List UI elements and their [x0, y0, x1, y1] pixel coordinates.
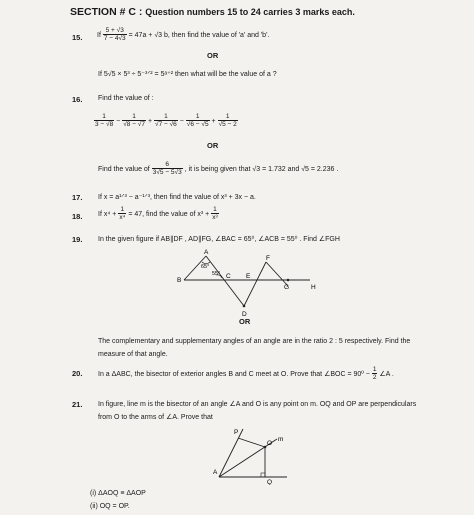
q16-alt-fraction: [152, 161, 183, 177]
q18-lead: If x⁴ +: [98, 210, 117, 218]
q15-if: If: [97, 31, 101, 39]
q16-term: [186, 113, 210, 129]
question-number: 15.: [72, 33, 83, 42]
q18-num2: 1: [213, 206, 217, 213]
q15-fraction: [103, 27, 127, 43]
line-op: [238, 438, 265, 447]
q16-expression: [94, 113, 238, 129]
label-e: E: [246, 273, 251, 280]
line-ap: [219, 429, 243, 477]
q15-rhs: = 47a + √3 b, then find the value of 'a' and 'b'.: [128, 31, 270, 39]
term-num: 1: [154, 113, 178, 121]
line-ad: [206, 256, 244, 306]
section-header: [70, 6, 355, 18]
term-num: 1: [94, 113, 114, 121]
question-number: 16.: [72, 95, 83, 104]
alt-suffix: , it is being given that √3 = 1.732 and √5 = 2.236 .: [184, 165, 339, 173]
q18-frac: [118, 206, 126, 222]
angle-55: 55°: [212, 271, 221, 277]
q18-frac2: [211, 206, 218, 222]
label-b: B: [177, 277, 182, 284]
term-den: √5 − 2: [218, 121, 237, 129]
q18-den: x⁴: [119, 214, 126, 222]
label-h: H: [311, 284, 316, 291]
question-number: 19.: [72, 235, 83, 244]
label-p: P: [234, 429, 239, 436]
section-title: SECTION # C :: [70, 6, 143, 18]
q20-den: 2: [372, 374, 377, 382]
q21-figure: [205, 425, 301, 485]
question-number: 18.: [72, 212, 83, 221]
q19-text: In the given figure if AB∥DF , AD∥FG, ∠BAC = 65⁰, ∠ACB = 55⁰ . Find ∠FGH: [98, 236, 340, 243]
q20-main: In a ΔABC, the bisector of exterior angles B and C meet at O. Prove that ∠BOC = 90º −: [98, 370, 370, 378]
q16-term: [122, 113, 146, 129]
right-angle-q: [261, 473, 265, 477]
q20-frac: [372, 366, 378, 382]
q18-den2: x³: [212, 214, 218, 222]
label-a: A: [204, 249, 209, 256]
label-m: m: [278, 436, 284, 443]
q19-alt-line2: measure of that angle.: [98, 351, 168, 358]
term-operator: +: [147, 117, 153, 125]
question-number: 20.: [72, 369, 83, 378]
q20-num: 1: [372, 366, 377, 373]
line-df: [244, 262, 266, 306]
label-d: D: [242, 311, 247, 318]
term-den: √6 − √5: [186, 121, 209, 129]
section-subtitle: Question numbers 15 to 24 carries 3 marks each.: [145, 7, 355, 17]
label-c: C: [226, 273, 231, 280]
or-label: OR: [239, 317, 251, 326]
question-number: 21.: [72, 400, 83, 409]
q20-tail: ∠A .: [379, 370, 394, 378]
term-num: 1: [122, 113, 146, 121]
alt-num: 6: [152, 161, 183, 169]
label-f: F: [266, 255, 270, 262]
q15-statement: [97, 27, 269, 43]
label-g: G: [284, 284, 290, 291]
q21-line2: from O to the arms of ∠A. Prove that: [98, 414, 213, 421]
term-num: 1: [186, 113, 210, 121]
q17-text: If x = a¹ᐟ³ − a⁻¹ᐟ³, then find the value of x³ + 3x − a.: [98, 194, 256, 201]
q21-part-i: (i) ΔAOQ ≡ ΔAOP: [90, 490, 146, 497]
q21-line1: In figure, line m is the bisector of an angle ∠A and O is any point on m. OQ and OP are perpendiculars: [98, 401, 417, 408]
q18-mid: = 47, find the value of x³ +: [128, 210, 210, 218]
q16-term: [94, 113, 114, 129]
question-number: 17.: [72, 193, 83, 202]
alt-prefix: Find the value of: [98, 165, 150, 173]
point-g: [287, 279, 290, 282]
q19-figure: [170, 248, 330, 326]
q18-num: 1: [118, 206, 126, 214]
q21-part-ii: (ii) OQ = OP.: [90, 503, 130, 510]
label-o: O: [267, 440, 273, 447]
point-d: [243, 305, 246, 308]
q16-alternative: [98, 161, 338, 177]
q19-alt-line1: The complementary and supplementary angles of an angle are in the ratio 2 : 5 respectively. Find the: [98, 338, 411, 345]
or-label: OR: [207, 141, 219, 150]
q20-text: [98, 366, 394, 382]
term-num: 1: [218, 113, 238, 121]
q15-frac-den: 7 − 4√3: [103, 35, 126, 43]
point-o: [264, 446, 267, 449]
term-operator: −: [179, 117, 184, 125]
q15-frac-num: 5 + √3: [103, 27, 127, 35]
q16-prompt: Find the value of :: [98, 95, 154, 102]
alt-den: 3√5 − 5√3: [152, 169, 182, 177]
q15-alternative: If 5√5 × 5³ ÷ 5⁻³ᐟ² = 5ᵃ⁺² then what will be the value of a ?: [98, 71, 277, 78]
label-a: A: [213, 469, 218, 476]
angle-65: 65°: [201, 264, 210, 270]
term-den: 3 − √8: [95, 121, 114, 129]
q16-term: [218, 113, 238, 129]
term-den: √7 − √6: [155, 121, 177, 129]
q16-term: [154, 113, 178, 129]
term-operator: −: [116, 117, 121, 125]
label-q: Q: [267, 479, 273, 485]
term-operator: +: [211, 117, 216, 125]
q18-text: [98, 206, 219, 222]
term-den: √8 − √7: [123, 121, 145, 129]
line-fg: [266, 262, 288, 286]
or-label: OR: [207, 51, 219, 60]
